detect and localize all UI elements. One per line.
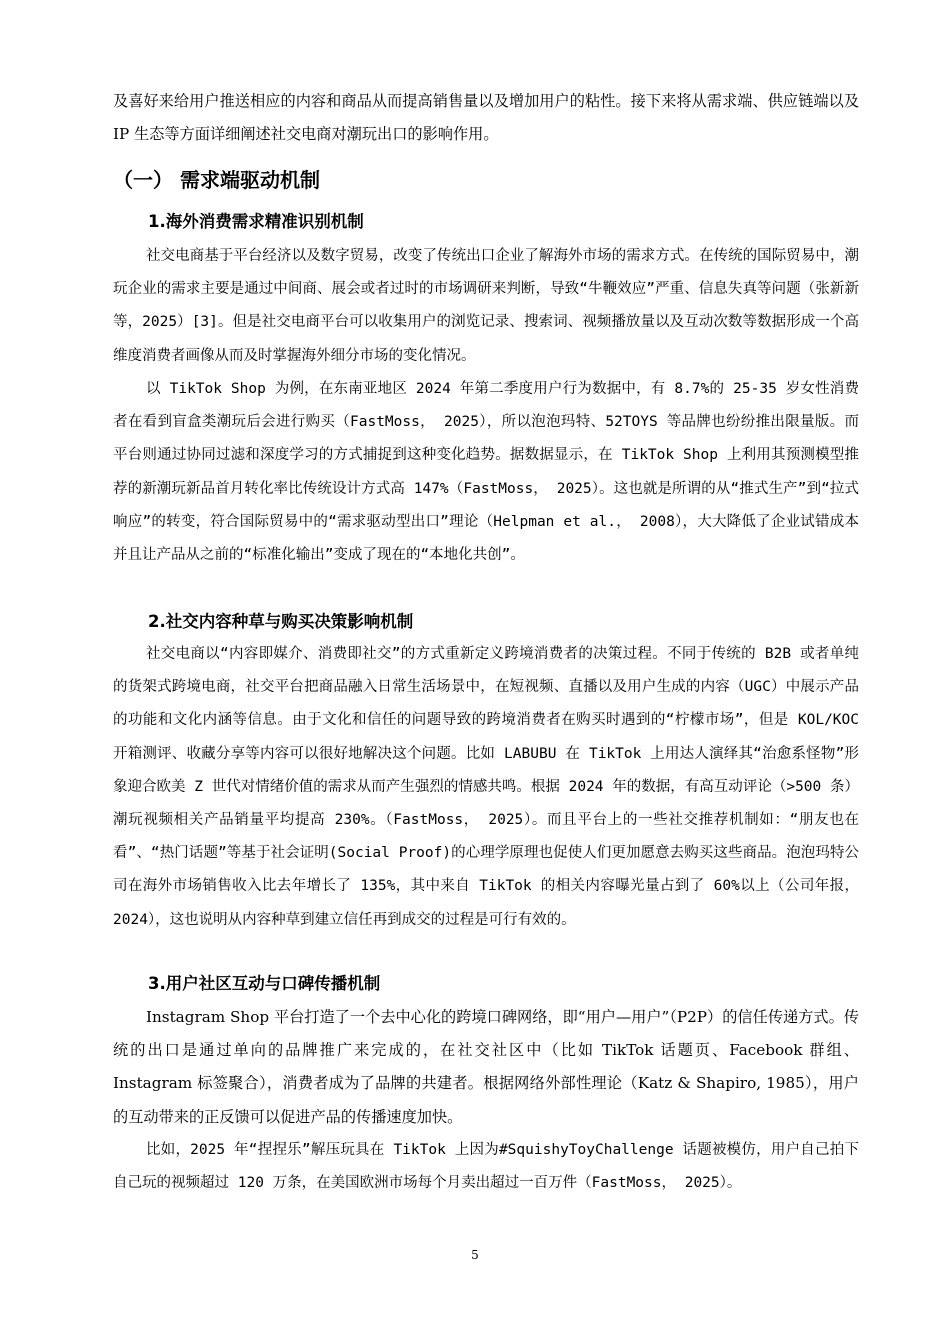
subsection-3-paragraph-2: 比如，2025 年“捏捏乐”解压玩具在 TikTok 上因为#SquishyToyChallenge 话题被模仿，用户自己拍下自己玩的视频超过 120 万条，在美国欧洲市场每个月卖出超过一百万件（FastMoss， 2025）。 <box>113 1142 859 1192</box>
subsection-3-heading: 3.用户社区互动与口碑传播机制 <box>148 974 381 993</box>
subsection-1-paragraph-2: 以 TikTok Shop 为例，在东南亚地区 2024 年第二季度用户行为数据中，有 8.7%的 25-35 岁女性消费者在看到盲盒类潮玩后会进行购买（FastMoss， 2025），所以泡泡玛特、52TOYS 等品牌也纷纷推出限量版。而平台则通过协同过滤和深度学习的方式捕捉到这种变化趋势。据数据显示，在 TikTok Shop 上利用其预测模型推荐的新潮玩新品首月转化率比传统设计方式高 147%（FastMoss， 2025）。这也就是所谓的从“推式生产”到“拉式响应”的转变，符合国际贸易中的“需求驱动型出口”理论（Helpman et al.， 2008），大大降低了企业试错成本并且让产品从之前的“标准化输出”变成了现在的“本地化共创”。 <box>113 381 859 564</box>
subsection-3-paragraph-1: Instagram Shop 平台打造了一个去中心化的跨境口碑网络，即“用户—用户”（P2P）的信任传递方式。传统的出口是通过单向的品牌推广来完成的，在社交社区中（比如 TikTok 话题页、Facebook 群组、Instagram 标签聚合），消费者成为了品牌的共建者。根据网络外部性理论（Katz & Shapiro, 1985），用户的互动带来的正反馈可以促进产品的传播速度加快。 <box>113 1008 859 1126</box>
page-number: 5 <box>471 1248 479 1262</box>
section-heading: （一） 需求端驱动机制 <box>113 168 320 192</box>
subsection-2-paragraph-1: 社交电商以“内容即媒介、消费即社交”的方式重新定义跨境消费者的决策过程。不同于传统的 B2B 或者单纯的货架式跨境电商，社交平台把商品融入日常生活场景中，在短视频、直播以及用户生成的内容（UGC）中展示产品的功能和文化内涵等信息。由于文化和信任的问题导致的跨境消费者在购买时遇到的“柠檬市场”，但是 KOL/KOC 开箱测评、收藏分享等内容可以很好地解决这个问题。比如 LABUBU 在 TikTok 上用达人演绎其“治愈系怪物”形象迎合欧美 Z 世代对情绪价值的需求从而产生强烈的情感共鸣。根据 2024 年的数据，有高互动评论（>500 条）潮玩视频相关产品销量平均提高 230%。（FastMoss， 2025）。而且平台上的一些社交推荐机制如：“朋友也在看”、“热门话题”等基于社会证明(Social Proof)的心理学原理也促使人们更加愿意去购买这些商品。泡泡玛特公司在海外市场销售收入比去年增长了 135%，其中来自 TikTok 的相关内容曝光量占到了 60%以上（公司年报，2024），这也说明从内容种草到建立信任再到成交的过程是可行有效的。 <box>113 646 859 928</box>
intro-paragraph: 及喜好来给用户推送相应的内容和商品从而提高销售量以及增加用户的粘性。接下来将从需求端、供应链端以及 IP 生态等方面详细阐述社交电商对潮玩出口的影响作用。 <box>113 92 859 144</box>
subsection-2-heading: 2.社交内容种草与购买决策影响机制 <box>148 612 414 631</box>
subsection-1-heading: 1.海外消费需求精准识别机制 <box>148 212 364 231</box>
subsection-1-paragraph-1: 社交电商基于平台经济以及数字贸易，改变了传统出口企业了解海外市场的需求方式。在传统的国际贸易中，潮玩企业的需求主要是通过中间商、展会或者过时的市场调研来判断，导致“牛鞭效应”严重、信息失真等问题（张新新等，2025）[3]。但是社交电商平台可以收集用户的浏览记录、搜索词、视频播放量以及互动次数等数据形成一个高维度消费者画像从而及时掌握海外细分市场的变化情况。 <box>113 248 859 364</box>
